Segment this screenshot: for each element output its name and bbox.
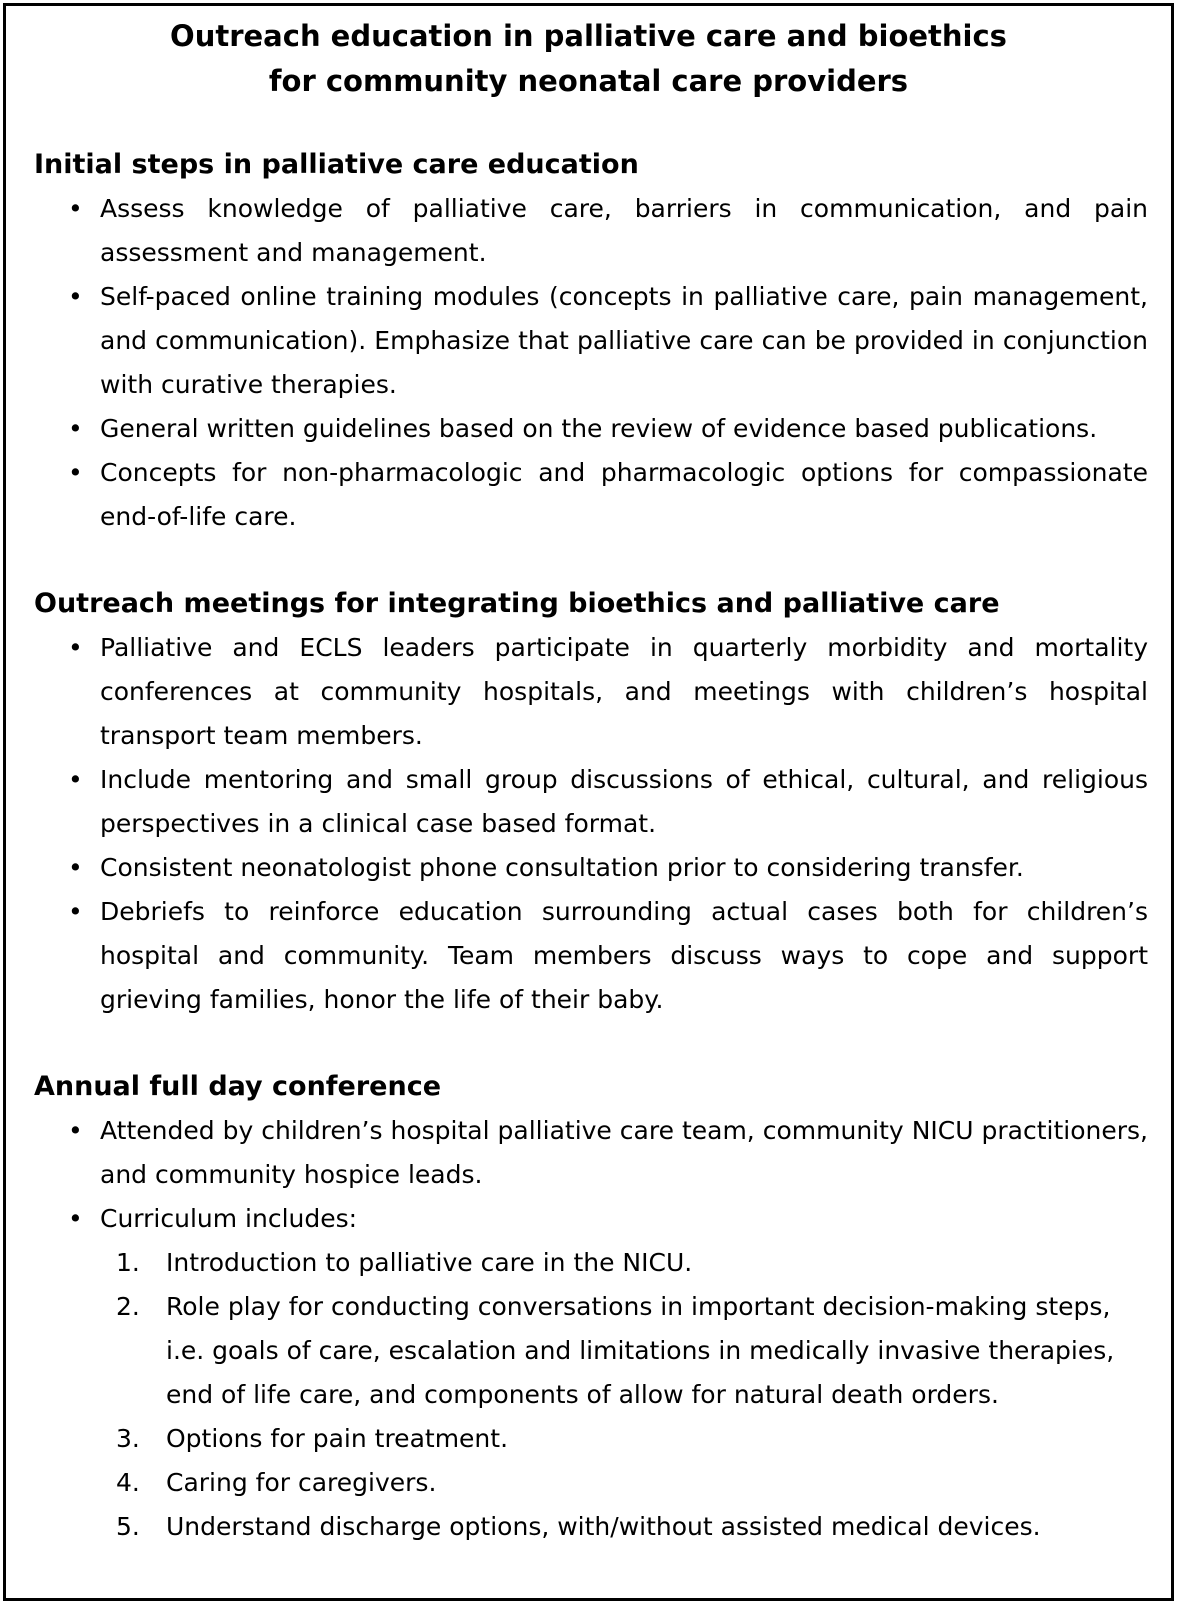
item-text: Understand discharge options, with/without assisted medical devices. bbox=[166, 1512, 1041, 1541]
bullet-list bbox=[34, 187, 1148, 539]
section-heading: Annual full day conference bbox=[34, 1071, 442, 1102]
curriculum-item bbox=[34, 1461, 1148, 1505]
curriculum-item bbox=[34, 1285, 1148, 1417]
section-heading: Initial steps in palliative care education bbox=[34, 149, 639, 180]
item-text: Caring for caregivers. bbox=[166, 1468, 437, 1497]
list-item: • Self-paced online training modules (concepts in palliative care, pain management, and communication). Emphasize that palliative care can be provided in conjunction with curative therapies. bbox=[34, 275, 1148, 407]
bullet-list bbox=[34, 1109, 1148, 1241]
list-item: • Palliative and ECLS leaders participate in quarterly morbidity and mortality conferences at community hospitals, and meetings with children’s hospital transport team members. bbox=[34, 626, 1148, 758]
title-line-1: Outreach education in palliative care and bioethics bbox=[170, 19, 1007, 53]
item-text: Introduction to palliative care in the NICU. bbox=[166, 1248, 693, 1277]
list-item: • General written guidelines based on the review of evidence based publications. bbox=[34, 407, 1148, 451]
section-initial-steps bbox=[34, 143, 1148, 539]
item-number: 3. bbox=[116, 1424, 140, 1453]
list-item: • Concepts for non-pharmacologic and pharmacologic options for compassionate end-of-life care. bbox=[34, 451, 1148, 539]
title-line-2: for community neonatal care providers bbox=[268, 64, 909, 98]
list-item: • Debriefs to reinforce education surrounding actual cases both for children’s hospital and community. Team members discuss ways to cope and support grieving families, honor the life of their baby. bbox=[34, 890, 1148, 1022]
item-number: 4. bbox=[116, 1468, 140, 1497]
section-outreach-meetings bbox=[34, 582, 1148, 1022]
item-number: 1. bbox=[116, 1248, 140, 1277]
curriculum-list bbox=[34, 1241, 1148, 1549]
list-item: • Include mentoring and small group discussions of ethical, cultural, and religious perspectives in a clinical case based format. bbox=[34, 758, 1148, 846]
document-title bbox=[0, 14, 1177, 104]
list-item: • Attended by children’s hospital palliative care team, community NICU practitioners, and community hospice leads. bbox=[34, 1109, 1148, 1197]
curriculum-item bbox=[34, 1241, 1148, 1285]
item-text: Options for pain treatment. bbox=[166, 1424, 509, 1453]
list-item: • Assess knowledge of palliative care, barriers in communication, and pain assessment and management. bbox=[34, 187, 1148, 275]
item-text: Role play for conducting conversations in important decision-making steps, i.e. goals of care, escalation and limitations in medically invasive therapies, end of life care, and components of allow for natural death orders. bbox=[166, 1292, 1115, 1409]
bullet-list bbox=[34, 626, 1148, 1022]
item-number: 2. bbox=[116, 1292, 140, 1321]
item-number: 5. bbox=[116, 1512, 140, 1541]
curriculum-item bbox=[34, 1505, 1148, 1549]
list-item: • Curriculum includes: bbox=[34, 1197, 1148, 1241]
list-item: • Consistent neonatologist phone consultation prior to considering transfer. bbox=[34, 846, 1148, 890]
curriculum-item bbox=[34, 1417, 1148, 1461]
section-heading: Outreach meetings for integrating bioethics and palliative care bbox=[34, 588, 1000, 619]
section-annual-conference bbox=[34, 1065, 1148, 1549]
